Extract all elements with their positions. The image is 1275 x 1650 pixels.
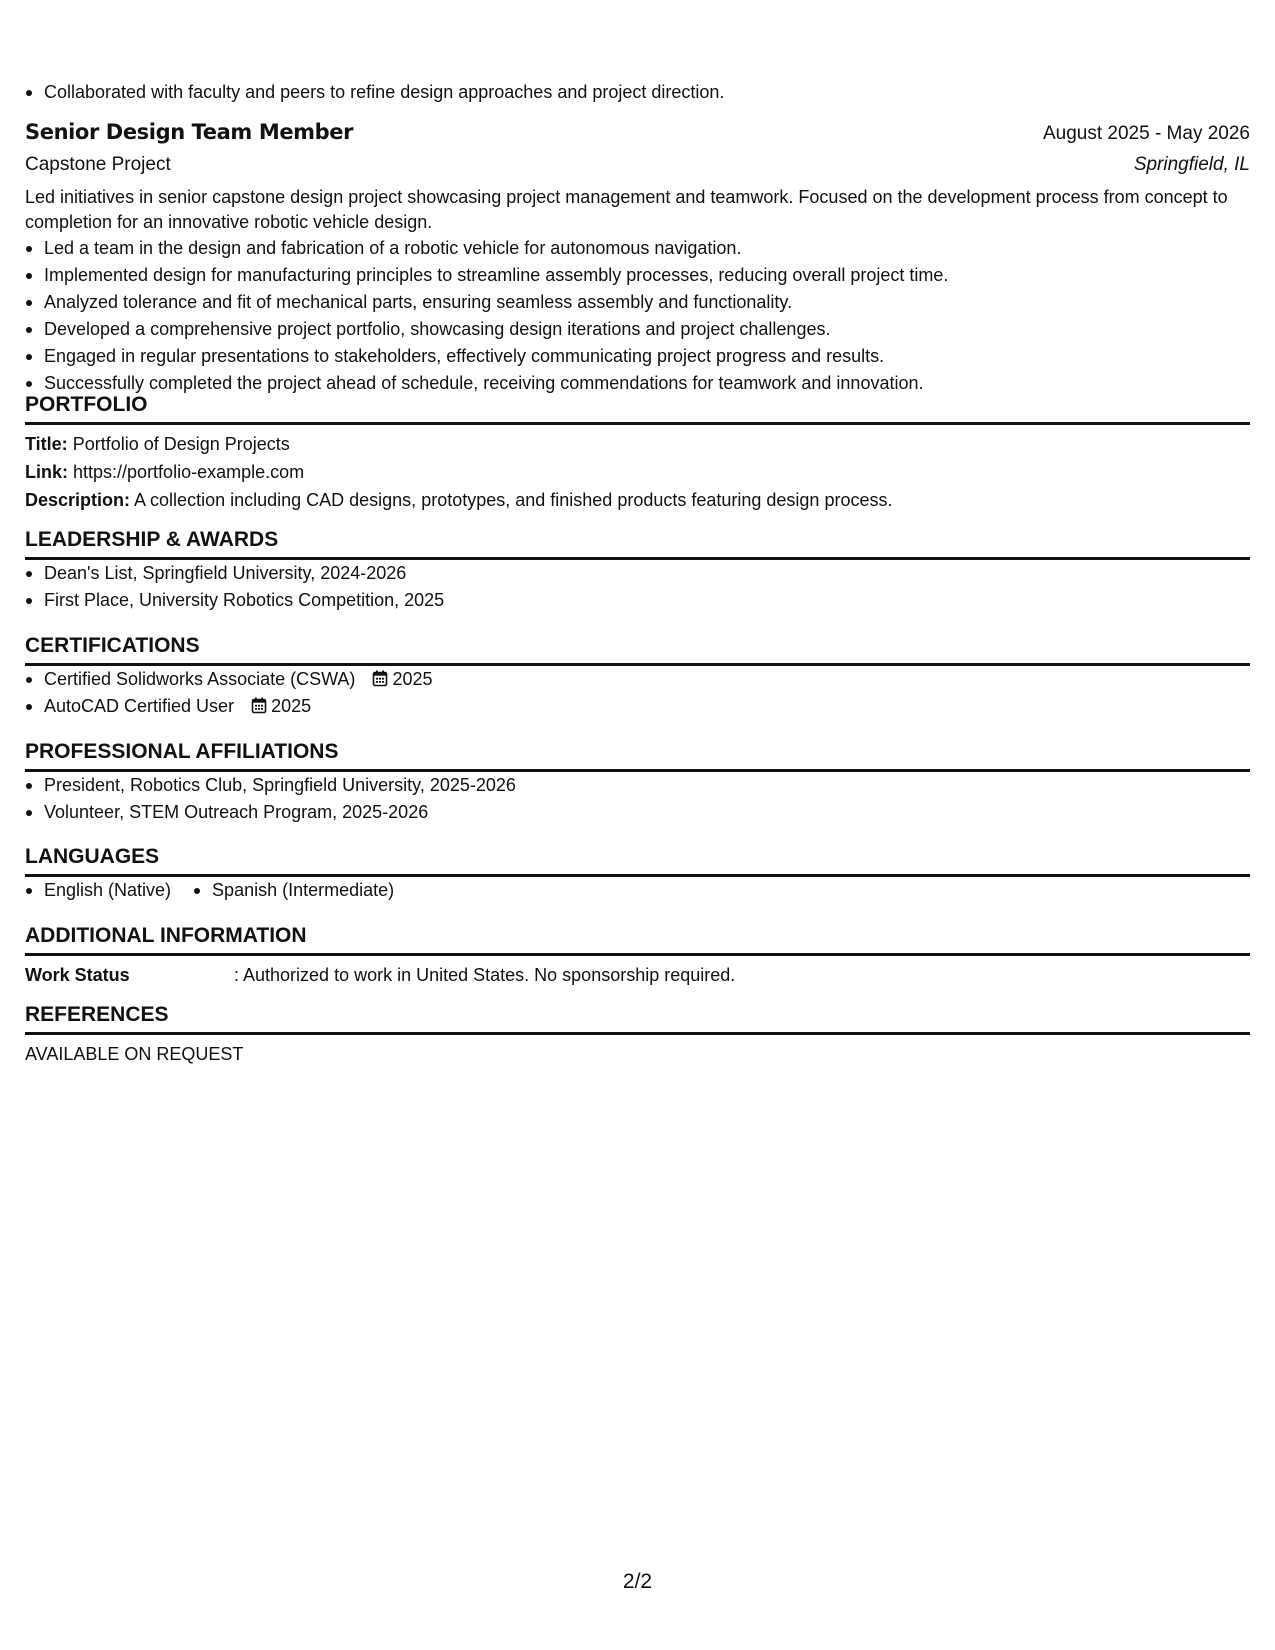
additional-info-section xyxy=(25,923,1250,989)
list-item: First Place, University Robotics Competition, 2025 xyxy=(25,587,1250,614)
job-organization: Capstone Project xyxy=(25,154,171,175)
languages-section xyxy=(25,844,1250,904)
affiliations-list xyxy=(25,772,1250,826)
job-location: Springfield, IL xyxy=(1133,154,1250,175)
work-status-row xyxy=(25,961,1250,989)
list-item: Collaborated with faculty and peers to refine design approaches and project direction. xyxy=(25,79,1250,106)
portfolio-description-value: A collection including CAD designs, prototypes, and finished products featuring design process. xyxy=(134,490,893,510)
portfolio-link-label: Link: xyxy=(25,462,68,482)
section-heading: PORTFOLIO xyxy=(25,392,1250,425)
portfolio-body xyxy=(25,430,1250,514)
languages-list xyxy=(25,877,1250,904)
job-description: Led initiatives in senior capstone design project showcasing project management and teamwork. Focused on the development process from concept to completion for an innovative robotic vehicle design. xyxy=(25,187,1228,232)
affiliations-section xyxy=(25,739,1250,826)
job-dates: August 2025 - May 2026 xyxy=(1042,123,1250,144)
calendar-icon xyxy=(372,670,388,687)
list-item: President, Robotics Club, Springfield University, 2025-2026 xyxy=(25,772,1250,799)
page-number: 2/2 xyxy=(622,1570,653,1593)
work-status-label: Work Status xyxy=(25,965,130,985)
list-item: Led a team in the design and fabrication of a robotic vehicle for autonomous navigation. xyxy=(25,235,1250,262)
portfolio-description-line xyxy=(25,486,1250,514)
list-item: Spanish (Intermediate) xyxy=(193,877,394,904)
certification-name: Certified Solidworks Associate (CSWA) xyxy=(44,669,356,689)
work-status-value: : Authorized to work in United States. No sponsorship required. xyxy=(234,965,736,985)
section-heading: PROFESSIONAL AFFILIATIONS xyxy=(25,739,1250,772)
list-item: Engaged in regular presentations to stakeholders, effectively communicating project progress and results. xyxy=(25,343,1250,370)
list-item: Volunteer, STEM Outreach Program, 2025-2026 xyxy=(25,799,1250,826)
portfolio-section xyxy=(25,392,1250,514)
portfolio-title-line xyxy=(25,430,1250,458)
portfolio-link[interactable]: https://portfolio-example.com xyxy=(73,462,305,482)
job-bullets xyxy=(25,235,1250,397)
leadership-list xyxy=(25,560,1250,614)
previous-job-bullets xyxy=(25,79,1250,106)
portfolio-description-label: Description: xyxy=(25,490,131,510)
references-text: AVAILABLE ON REQUEST xyxy=(25,1044,244,1064)
calendar-icon xyxy=(251,697,267,714)
certifications-list xyxy=(25,666,1250,720)
job-subheader-row xyxy=(25,149,1250,181)
section-heading: CERTIFICATIONS xyxy=(25,633,1250,666)
resume-page xyxy=(25,0,1250,1650)
list-item xyxy=(25,666,1250,693)
list-item: Implemented design for manufacturing principles to streamline assembly processes, reducing overall project time. xyxy=(25,262,1250,289)
section-heading: REFERENCES xyxy=(25,1002,1250,1035)
list-item: English (Native) xyxy=(25,877,171,904)
list-item: Analyzed tolerance and fit of mechanical parts, ensuring seamless assembly and functionality. xyxy=(25,289,1250,316)
list-item xyxy=(25,693,1250,720)
section-heading: LANGUAGES xyxy=(25,844,1250,877)
experience-entry xyxy=(25,117,1250,397)
list-item: Dean's List, Springfield University, 2024-2026 xyxy=(25,560,1250,587)
section-heading: LEADERSHIP & AWARDS xyxy=(25,527,1250,560)
job-header-row xyxy=(25,117,1250,149)
list-item: Successfully completed the project ahead of schedule, receiving commendations for teamwork and innovation. xyxy=(25,370,1250,397)
certification-name: AutoCAD Certified User xyxy=(44,696,235,716)
portfolio-title-value: Portfolio of Design Projects xyxy=(72,434,290,454)
leadership-section xyxy=(25,527,1250,614)
section-heading: ADDITIONAL INFORMATION xyxy=(25,923,1250,956)
references-section xyxy=(25,1002,1250,1068)
certification-year: 2025 xyxy=(392,669,433,689)
certifications-section xyxy=(25,633,1250,720)
list-item: Developed a comprehensive project portfolio, showcasing design iterations and project challenges. xyxy=(25,316,1250,343)
certification-year: 2025 xyxy=(271,696,312,716)
portfolio-title-label: Title: xyxy=(25,434,68,454)
portfolio-link-line xyxy=(25,458,1250,486)
job-title: Senior Design Team Member xyxy=(25,120,354,144)
